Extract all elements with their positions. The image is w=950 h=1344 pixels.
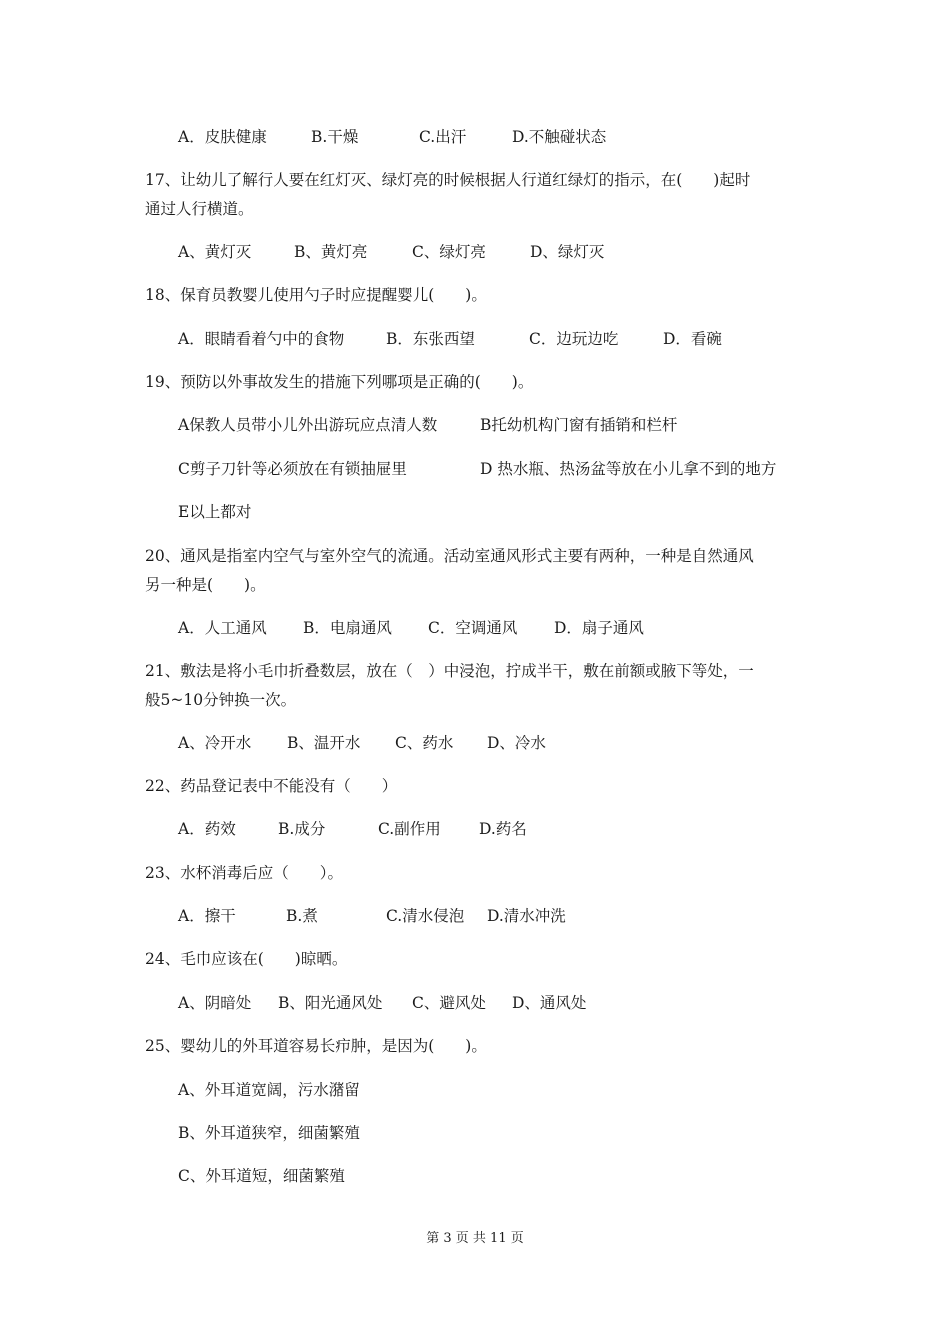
q16-option-d: D.不触碰状态 (512, 128, 607, 146)
q20-option-c: C．空调通风 (428, 619, 518, 637)
q20-option-b: B．电扇通风 (303, 619, 392, 637)
q19-option-a: A保教人员带小儿外出游玩应点清人数 (178, 416, 438, 434)
q21-stem-line2: 般5~10分钟换一次。 (145, 691, 297, 709)
q23-option-c: C.清水侵泡 (386, 907, 465, 925)
q17-option-b: B、黄灯亮 (294, 243, 368, 261)
q17-option-c: C、绿灯亮 (412, 243, 486, 261)
q24-stem: 24、毛巾应该在( )晾晒。 (145, 950, 348, 968)
q21-option-c: C、药水 (395, 734, 454, 752)
q24-option-d: D、通风处 (512, 994, 587, 1012)
q22-option-c: C.副作用 (378, 820, 441, 838)
q18-stem: 18、保育员教婴儿使用勺子时应提醒婴儿( )。 (145, 286, 487, 304)
page-number-footer: 第 3 页 共 11 页 (426, 1231, 524, 1246)
q21-stem-line1: 21、敷法是将小毛巾折叠数层，放在（ ）中浸泡，拧成半干，敷在前额或腋下等处，一 (145, 662, 754, 680)
q17-stem-line2: 通过人行横道。 (145, 200, 254, 218)
q17-stem-line1: 17、让幼儿了解行人要在红灯灭、绿灯亮的时候根据人行道红绿灯的指示，在( )起时 (145, 171, 751, 189)
q19-option-c: C剪子刀针等必须放在有锁抽屉里 (178, 460, 407, 478)
q18-option-a: A．眼睛看着勺中的食物 (178, 330, 345, 348)
q16-option-b: B.干燥 (311, 128, 359, 146)
q19-option-e: E以上都对 (178, 503, 252, 521)
q23-option-a: A．擦干 (178, 907, 236, 925)
q21-option-a: A、冷开水 (178, 734, 252, 752)
q18-option-b: B．东张西望 (386, 330, 475, 348)
q22-option-a: A．药效 (178, 820, 236, 838)
q20-stem-line1: 20、通风是指室内空气与室外空气的流通。活动室通风形式主要有两种，一种是自然通风 (145, 547, 754, 565)
q21-option-b: B、温开水 (287, 734, 361, 752)
q22-option-b: B.成分 (278, 820, 326, 838)
q25-option-a: A、外耳道宽阔，污水潴留 (178, 1081, 360, 1099)
q20-option-d: D．扇子通风 (554, 619, 644, 637)
q21-option-d: D、冷水 (487, 734, 546, 752)
q17-option-d: D、绿灯灭 (530, 243, 605, 261)
q24-option-b: B、阳光通风处 (278, 994, 383, 1012)
q16-option-a: A．皮肤健康 (178, 128, 267, 146)
q22-stem: 22、药品登记表中不能没有（ ） (145, 777, 398, 795)
q20-option-a: A．人工通风 (178, 619, 267, 637)
q23-stem: 23、水杯消毒后应（ ）。 (145, 864, 343, 882)
q25-option-b: B、外耳道狭窄，细菌繁殖 (178, 1124, 360, 1142)
q23-option-b: B.煮 (286, 907, 318, 925)
q25-stem: 25、婴幼儿的外耳道容易长疖肿，是因为( )。 (145, 1037, 487, 1055)
q19-stem: 19、预防以外事故发生的措施下列哪项是正确的( )。 (145, 373, 534, 391)
q16-option-c: C.出汗 (419, 128, 467, 146)
q22-option-d: D.药名 (479, 820, 527, 838)
q25-option-c: C、外耳道短，细菌繁殖 (178, 1167, 345, 1185)
q24-option-c: C、避风处 (412, 994, 486, 1012)
q18-option-d: D．看碗 (663, 330, 722, 348)
q20-stem-line2: 另一种是( )。 (145, 576, 266, 594)
q19-option-b: B托幼机构门窗有插销和栏杆 (480, 416, 678, 434)
q19-option-d: D 热水瓶、热汤盆等放在小儿拿不到的地方 (480, 460, 777, 478)
q23-option-d: D.清水冲洗 (487, 907, 566, 925)
q18-option-c: C．边玩边吃 (529, 330, 619, 348)
q24-option-a: A、阴暗处 (178, 994, 252, 1012)
q17-option-a: A、黄灯灭 (178, 243, 252, 261)
